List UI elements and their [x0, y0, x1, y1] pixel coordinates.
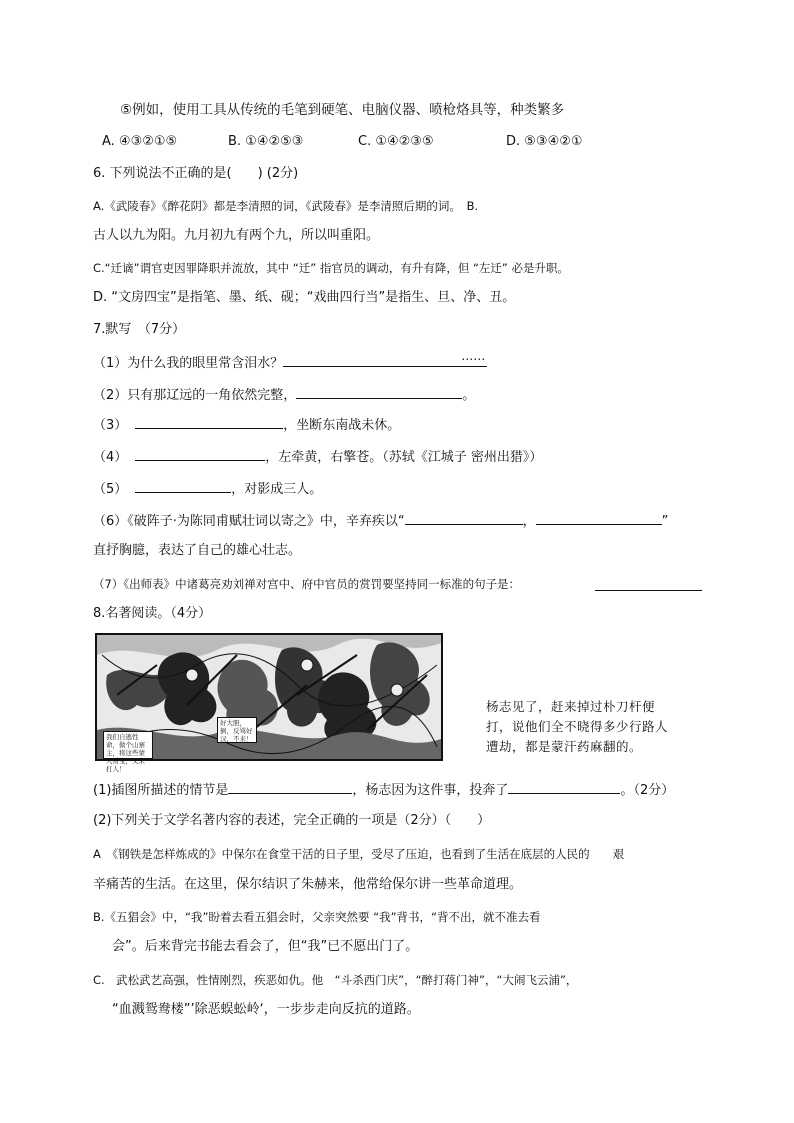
question-7-item-6-cont: 直抒胸臆，表达了自己的雄心壮志。: [93, 543, 302, 558]
question-8-part-2: (2)下列关于文学名著内容的表述，完全正确的一项是（2分）（ ）: [93, 813, 491, 828]
answer-option-b: B. ①④②⑤③: [228, 134, 304, 149]
question-7-item-2: [93, 384, 475, 406]
answer-option-c: C. ①④②③⑤: [358, 134, 434, 149]
item-3-text: ，坐断东南战未休。: [283, 418, 401, 433]
item-1-prompt: （1）为什么我的眼里常含泪水？: [93, 356, 284, 371]
question-7-item-4: [93, 446, 542, 468]
question-8-option-a-line-1: A 《钢铁是怎样炼成的》中保尔在食堂干活的日子里，受尽了压迫，也看到了生活在底层的人民的 艰: [93, 847, 625, 861]
part-1-score: 。（2分）: [620, 783, 675, 798]
question-7-item-7: （7）《出师表》中诸葛亮劝刘禅对宫中、府中官员的赏罚要坚持同一标准的句子是：: [93, 577, 521, 591]
item-1-blank[interactable]: [283, 349, 487, 367]
answer-option-a: A. ④③②①⑤: [102, 134, 178, 149]
question-8-part-1: [93, 779, 674, 801]
question-8-option-b-line-1: B.《五猖会》中，“我”盼着去看五猖会时，父亲突然要 “我”背书，“背不出，就不准去看: [93, 910, 541, 924]
item-6-comma: ，: [522, 514, 536, 529]
item-2-end: 。: [462, 388, 476, 403]
question-6-option-a: A.《武陵春》《醉花阴》都是李清照的词，《武陵春》是李清照后期的词。 B.: [93, 199, 479, 213]
part-1-prompt: (1)插图所描述的情节是: [93, 783, 229, 798]
question-8-title: 8.名著阅读。（4分）: [93, 606, 212, 621]
question-7-title: 7.默写 （7分）: [93, 322, 186, 337]
question-7-item-5: [93, 478, 322, 500]
item-7-blank[interactable]: [595, 576, 702, 591]
question-6-option-d: D. “文房四宝”是指笔、墨、纸、砚；“戏曲四行当”是指生、旦、净、丑。: [93, 290, 516, 305]
item-3-blank[interactable]: [135, 414, 283, 429]
item-5-number: （5）: [93, 482, 128, 497]
question-8-option-b-line-2: 会”。后来背完书能去看会了，但“我”已不愿出门了。: [112, 939, 419, 954]
item-6-close-quote: ”: [661, 514, 669, 529]
item-4-number: （4）: [93, 450, 128, 465]
answer-option-d: D. ⑤③④②①: [506, 134, 583, 149]
question-6-option-c: C.“迁谪”谓官吏因罪降职并流放，其中 “迁” 指官员的调动，有升有降，但 “左迁” 必是升职。: [93, 261, 570, 275]
question-6-title: 6. 下列说法不正确的是( ) (2分): [93, 166, 299, 181]
item-2-prompt: （2）只有那辽远的一角依然完整，: [93, 388, 297, 403]
item-3-number: （3）: [93, 418, 128, 433]
novel-illustration: [95, 633, 443, 773]
question-6-option-b: 古人以九为阳。九月初九有两个九，所以叫重阳。: [93, 228, 380, 243]
part-1-blank-1[interactable]: [228, 779, 352, 794]
question-7-item-6: [93, 510, 668, 532]
speech-bubble-right: 好大胆，倒，反骂好汉，不来！: [217, 717, 257, 743]
item-4-blank[interactable]: [135, 446, 265, 461]
option-text-5: ⑤例如，使用工具从传统的毛笔到硬笔、电脑仪器、喷枪烙具等，种类繁多: [120, 102, 565, 118]
item-4-text: ，左牵黄，右擎苍。（苏轼《江城子 密州出猎》）: [265, 450, 543, 465]
question-8-option-c-line-1: C. 武松武艺高强，性情刚烈，疾恶如仇。他 “斗杀西门庆”，“醉打蒋门神”，“大闹飞云浦”，: [93, 973, 578, 987]
question-8-option-c-line-2: “血溅鸳鸯楼”’除恶蜈蚣岭‘，一步步走向反抗的道路。: [112, 1002, 420, 1017]
item-5-text: ，对影成三人。: [231, 482, 323, 497]
item-1-ellipsis: ……: [461, 349, 486, 363]
question-8-option-a-line-2: 辛痛苦的生活。在这里，保尔结识了朱赫来，他常给保尔讲一些革命道理。: [93, 877, 523, 892]
item-2-blank[interactable]: [296, 384, 462, 399]
part-1-middle: ，杨志因为这件事，投奔了: [352, 783, 509, 798]
question-7-item-3: [93, 414, 400, 436]
item-6-prompt: （6）《破阵子·为陈同甫赋壮词以寄之》中，辛弃疾以“: [93, 514, 405, 529]
question-7-item-1: [93, 349, 487, 374]
speech-bubble-left: 我们自逃性命，做个山寨主，将这些蒙人财宝，又来打人！: [103, 731, 153, 759]
illustration-caption: 杨志见了，赶来掉过朴刀杆便打，说他们全不晓得多少行路人遭劫，都是蒙汗药麻翻的。: [486, 699, 669, 754]
item-6-blank-1[interactable]: [405, 510, 523, 525]
item-5-blank[interactable]: [135, 478, 231, 493]
part-1-blank-2[interactable]: [508, 779, 620, 794]
item-6-blank-2[interactable]: [536, 510, 662, 525]
